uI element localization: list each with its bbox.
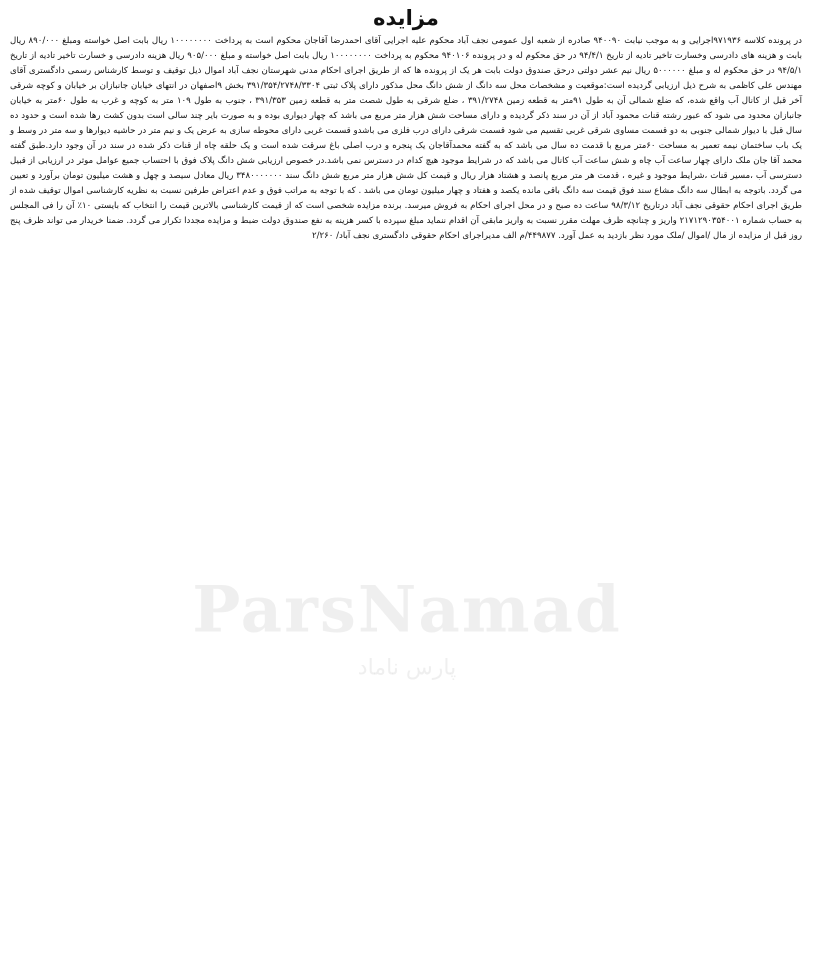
notice-body: در پرونده کلاسه ۹۷۱۹۳۶اجرایی و به موجب نیابت ۹۴۰۰۹۰ صادره از شعبه اول عمومی نجف آباد محکوم علیه اجرایی آقای احمدرضا آقاجان محکوم است به پرداخت ۱۰۰۰۰۰۰۰۰ ریال بابت اصل خواسته ومبلغ ۸۹۰/۰۰۰ ریال بابت و هزینه های دادرسی وخسارت تاخیر تادیه از تاریخ ۹۴/۴/۱ در حق محکوم له و در پرونده ۹۴۰۱۰۶ محکوم به پرداخت ۱۰۰۰۰۰۰۰۰ ریال بابت اصل خواسته و مبلغ ۹۰۵/۰۰۰ ریال هزینه دادرسی و خسارت تاخیر تادیه از تاریخ ۹۴/۵/۱ در حق محکوم له و مبلغ ۵۰۰۰۰۰۰ ریال نیم عشر دولتی درحق صندوق دولت بابت هر یک از پرونده ها که از طریق اجرای احکام مدنی شهرستان نجف آباد اموال ذیل توقیف و توسط کارشناس رسمی دادگستری آقای مهندس علی کاظمی به شرح ذیل ارزیابی گردیده است:موقعیت و مشخصات محل سه دانگ از شش دانگ محل مذکور دارای پلاک ثبتی ۳۹۱/۳۵۴/۲۷۴۸/۳۳۰۴ بخش ۹اصفهان در انتهای خیابان جانبازان بر خیابان و کوچه شرقی آخر قبل از کانال آب واقع شده، که ضلع شمالی آن به طول ۹۱متر به قطعه زمین ۳۹۱/۲۷۴۸ ، ضلع شرقی به طول شصت متر به قطعه زمین ۳۹۱/۳۵۳ ، جنوب به طول ۱۰۹ متر به کوچه و غرب به طول ۶۰متر به خیابان جانبازان محدود می شود که عبور رشته قنات محمود آباد از آن در سند ذکر گردیده و دارای مساحت شش هزار متر مربع می باشد که چهار دیواری بوده و به صورت بایر چند سالی است بدون کشت رها شده است و حدود ده سال قبل با دیوار شمالی جنوبی به دو قسمت مساوی شرقی غربی تقسیم می شود قسمت شرقی دارای درب فلزی می باشدو قسمت غربی دارای محوطه سازی به عرض یک و نیم متر در حاشیه دیوارها و سه متر در وسط و یک باب ساختمان نیمه تعمیر به مساحت ۶۰متر مربع با قدمت ده سال می باشد که به گفته محمدآقاجان یک پنجره و درب اصلی باغ سرقت شده است و یک حلقه چاه از قنات ذکر شده در سند در آن وجود دارد.طبق گفته محمد آقا جان ملک دارای چهار ساعت آب چاه و شش ساعت آب کانال می باشد که در شرایط موجود هیچ کدام در دسترس نمی باشد.در خصوص ارزیابی شش دانگ پلاک فوق با احتساب جمیع عوامل موثر در ارزیابی از قبیل دسترسی آب ،مسیر قنات ،شرایط موجود و غیره ، قدمت هر متر مربع پانصد و هشتاد هزار ریال و قیمت کل شش هزار متر مربع شش دانگ سند ۳۴۸۰۰۰۰۰۰۰ ریال معادل سیصد و چهل و هشت میلیون تومان برآورد و تعیین می گردد. باتوجه به ابطال سه دانگ مشاع سند فوق قیمت سه دانگ باقی مانده یکصد و هفتاد و چهار میلیون تومان می باشد . که با توجه به مراتب فوق و عدم اعتراض طرفین نسبت به نظریه کارشناسی اموال توقیف شده از طریق اجرای احکام حقوقی نجف آباد درتاریخ ۹۸/۳/۱۲ ساعت ده صبح و در محل اجرای احکام به فروش میرسد. برنده مزایده شخصی است که از قیمت کارشناسی بالاترین قیمت را انتخاب که بایستی ۱۰٪ آن را فی المجلس به حساب شماره ۲۱۷۱۲۹۰۳۵۴۰۰۱ واریز و چنانچه ظرف مهلت مقرر نسبت به واریز مابقی آن اقدام ننماید مبلغ سپرده با کسر هزینه به نفع صندوق دولت ضبط و مزایده مجددا تکرار می گردد. ضمنا خریدار می تواند ظرف پنج روز قبل از مزایده از مال /اموال /ملک مورد نظر بازدید به عمل آورد. ۴۴۹۸۷۷/م الف مدیراجرای احکام حقوقی دادگستری نجف آباد/ ۲/۲۶۰ (10, 36, 803, 241)
watermark-logo: ParsNamad (192, 572, 622, 648)
notice-title: مزایده (373, 6, 439, 30)
watermark-subtext: پارس ناماد (357, 655, 457, 681)
